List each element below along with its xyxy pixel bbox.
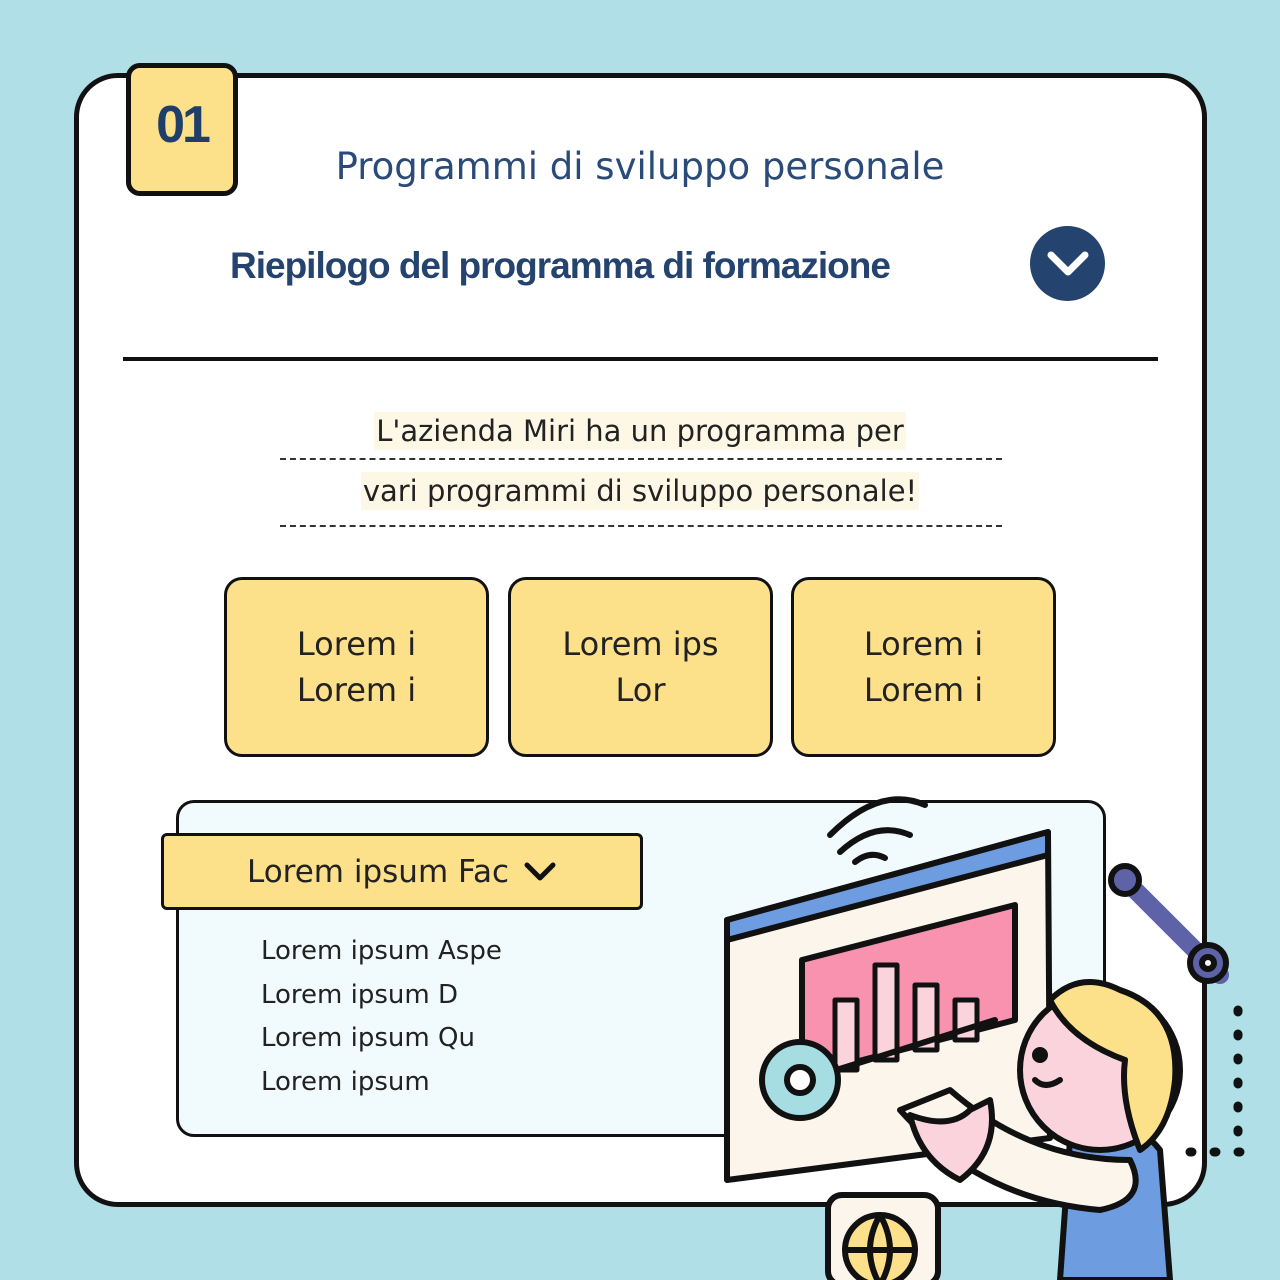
dashed-line xyxy=(280,458,1002,460)
person-with-monitor-illustration xyxy=(700,780,1280,1280)
list-item[interactable]: Lorem ipsum Qu xyxy=(261,1023,475,1053)
box-text: Lorem ips xyxy=(562,625,719,663)
info-box-1 xyxy=(224,577,489,757)
intro-text-2: vari programmi di sviluppo personale! xyxy=(362,474,918,508)
info-box-3 xyxy=(791,577,1056,757)
expand-button[interactable] xyxy=(1030,226,1105,301)
box-text: Lorem i xyxy=(863,671,984,709)
page-subtitle: Programmi di sviluppo personale xyxy=(335,145,945,188)
intro-text-1: L'azienda Miri ha un programma per xyxy=(376,414,904,448)
list-item[interactable]: Lorem ipsum xyxy=(261,1067,430,1097)
intro-line-2 xyxy=(0,474,1280,508)
chevron-down-icon xyxy=(1046,249,1090,279)
info-box-2 xyxy=(508,577,773,757)
list-item[interactable]: Lorem ipsum D xyxy=(261,980,459,1010)
dashed-line xyxy=(280,525,1002,527)
box-text: Lor xyxy=(615,671,666,709)
chevron-down-icon xyxy=(523,861,557,883)
divider xyxy=(123,357,1158,361)
page-title: Riepilogo del programma di formazione xyxy=(230,245,890,286)
step-badge: 01 xyxy=(126,63,238,196)
box-text: Lorem i xyxy=(296,625,417,663)
box-text: Lorem i xyxy=(296,671,417,709)
list-item[interactable]: Lorem ipsum Aspe xyxy=(261,936,502,966)
box-text: Lorem i xyxy=(863,625,984,663)
dropdown-header[interactable] xyxy=(161,833,643,910)
dropdown-label: Lorem ipsum Fac xyxy=(246,853,510,890)
intro-line-1 xyxy=(0,414,1280,448)
